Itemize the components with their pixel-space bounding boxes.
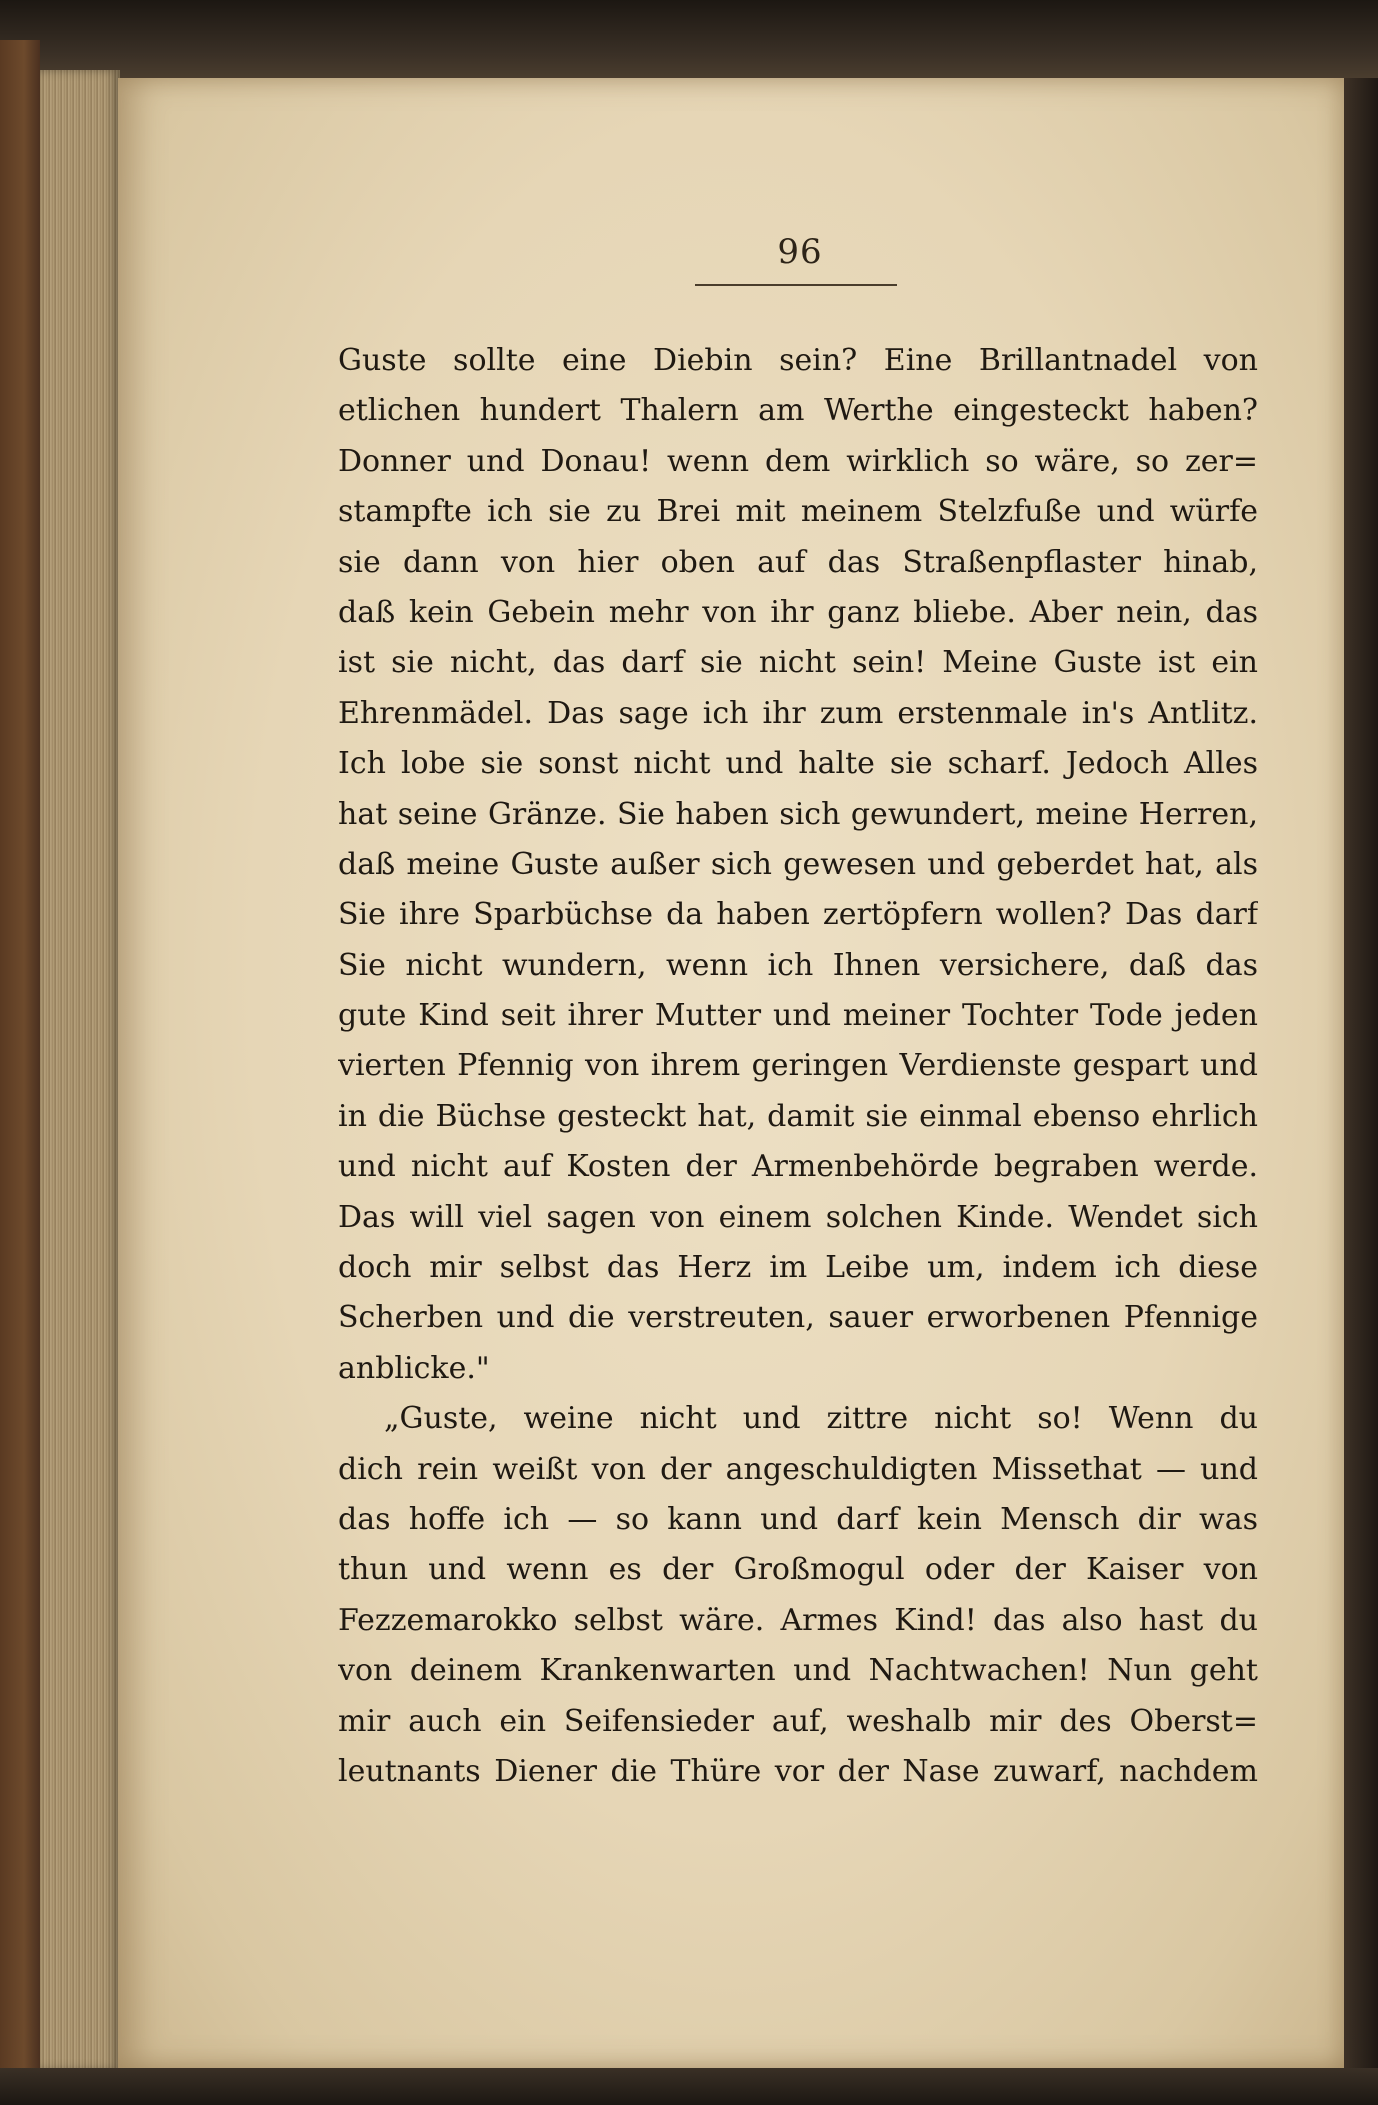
text-line: von deinem Krankenwarten und Nachtwachen! Nun geht: [338, 1653, 1258, 1689]
book-cover-bottom: [0, 2068, 1378, 2105]
text-line: vierten Pfennig von ihrem geringen Verdienste gespart und: [338, 1048, 1258, 1084]
text-line: Scherben und die verstreuten, sauer erworbenen Pfennige: [338, 1300, 1258, 1336]
page-edges: [40, 70, 120, 2070]
text-line: etlichen hundert Thalern am Werthe eingesteckt haben?: [338, 393, 1258, 429]
book-cover-top: [0, 0, 1378, 78]
text-line: daß kein Gebein mehr von ihr ganz bliebe. Aber nein, das: [338, 594, 1258, 630]
body-text: [338, 336, 1258, 1797]
text-line: Ich lobe sie sonst nicht und halte sie scharf. Jedoch Alles: [338, 746, 1258, 782]
text-line: thun und wenn es der Großmogul oder der Kaiser von: [338, 1552, 1258, 1588]
text-line: Sie ihre Sparbüchse da haben zertöpfern wollen? Das darf: [338, 897, 1258, 933]
text-line: in die Büchse gesteckt hat, damit sie einmal ebenso ehrlich: [338, 1098, 1258, 1134]
book-cover-right: [1344, 78, 1378, 2078]
text-line: leutnants Diener die Thüre vor der Nase zuwarf, nachdem: [338, 1753, 1258, 1789]
text-line: stampfte ich sie zu Brei mit meinem Stelzfuße und würfe: [338, 494, 1258, 530]
text-line: anblicke.": [338, 1350, 490, 1386]
text-line: Das will viel sagen von einem solchen Kinde. Wendet sich: [338, 1199, 1258, 1235]
text-line: hat seine Gränze. Sie haben sich gewundert, meine Herren,: [338, 796, 1258, 832]
text-line: dich rein weißt von der angeschuldigten Missethat — und: [338, 1451, 1258, 1487]
book-spine: [0, 40, 40, 2105]
text-line: doch mir selbst das Herz im Leibe um, indem ich diese: [338, 1250, 1258, 1286]
text-line: Sie nicht wundern, wenn ich Ihnen versichere, daß das: [338, 947, 1258, 983]
text-line: Guste sollte eine Diebin sein? Eine Brillantnadel von: [338, 343, 1258, 378]
text-line: Ehrenmädel. Das sage ich ihr zum erstenmale in's Antlitz.: [338, 695, 1258, 731]
page-number: 96: [777, 232, 823, 272]
text-line: Fezzemarokko selbst wäre. Armes Kind! das also hast du: [338, 1602, 1258, 1638]
text-line: mir auch ein Seifensieder auf, weshalb mir des Oberst=: [338, 1703, 1258, 1739]
text-line: Donner und Donau! wenn dem wirklich so wäre, so zer=: [338, 443, 1258, 479]
text-line: gute Kind seit ihrer Mutter und meiner Tochter Tode jeden: [338, 998, 1258, 1034]
text-line: „Guste, weine nicht und zittre nicht so! Wenn du: [384, 1401, 1258, 1437]
header-rule: [695, 284, 897, 286]
text-line: ist sie nicht, das darf sie nicht sein! Meine Guste ist ein: [338, 645, 1258, 681]
text-line: daß meine Guste außer sich gewesen und geberdet hat, als: [338, 846, 1258, 882]
text-line: und nicht auf Kosten der Armenbehörde begraben werde.: [338, 1149, 1258, 1185]
text-line: das hoffe ich — so kann und darf kein Mensch dir was: [338, 1501, 1258, 1537]
text-line: sie dann von hier oben auf das Straßenpflaster hinab,: [338, 544, 1258, 580]
